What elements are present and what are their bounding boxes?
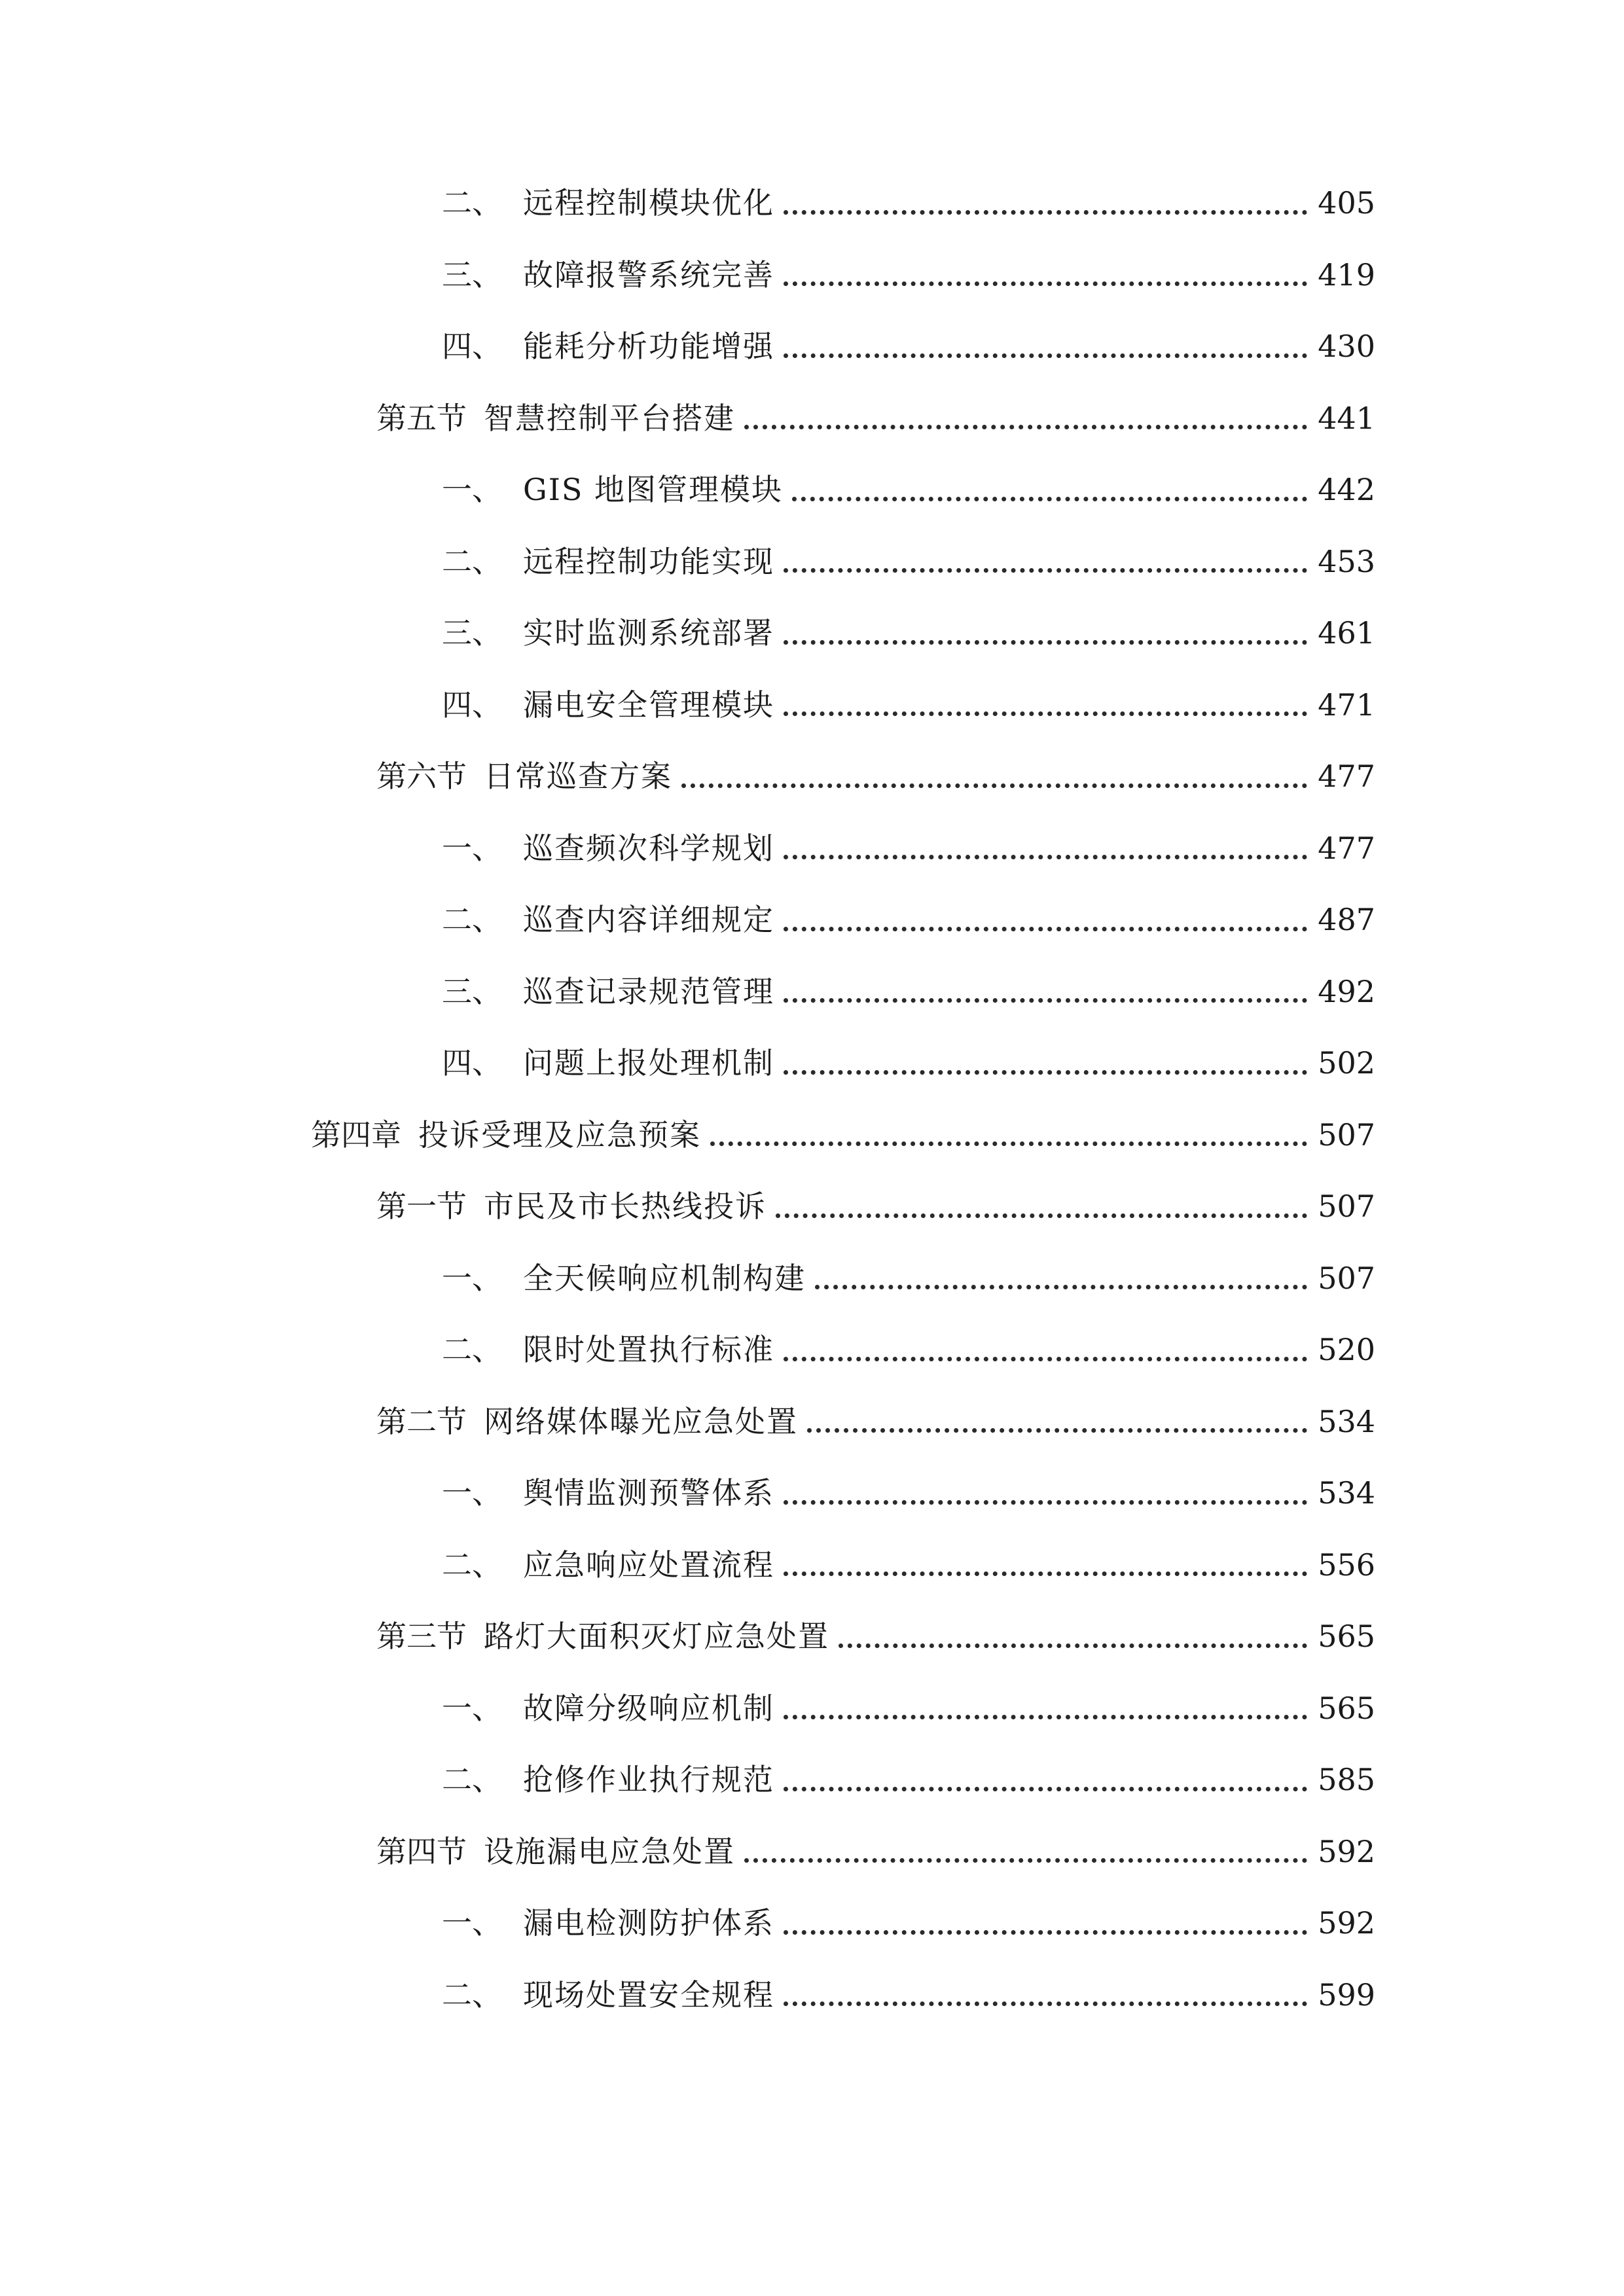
toc-entry-title: 投诉受理及应急预案 (418, 1117, 701, 1153)
toc-entry-line (311, 1112, 1375, 1158)
toc-entry-title: 远程控制模块优化 (523, 185, 774, 221)
toc-subsection-entry[interactable] (0, 610, 1624, 682)
toc-entry-number: 一、 (442, 1690, 502, 1726)
toc-entry-title: 问题上报处理机制 (523, 1045, 774, 1081)
toc-section-entry[interactable] (0, 395, 1624, 467)
toc-entry-number: 第六节 (376, 759, 467, 794)
toc-entry-number: 三、 (442, 257, 502, 293)
toc-entry-line (442, 323, 1375, 369)
toc-entry-line (442, 1757, 1375, 1803)
toc-entry-page-number: 461 (1318, 615, 1375, 651)
toc-entry-title: 故障分级响应机制 (523, 1690, 774, 1726)
toc-entry-number: 四、 (442, 329, 502, 364)
toc-entry-number: 三、 (442, 615, 502, 651)
dot-leader (784, 568, 1307, 573)
dot-leader (710, 1141, 1307, 1146)
toc-entry-title: 漏电检测防护体系 (523, 1905, 774, 1941)
toc-entry-title: 应急响应处置流程 (523, 1547, 774, 1583)
toc-entry-page-number: 492 (1318, 973, 1375, 1009)
toc-subsection-entry[interactable] (0, 180, 1624, 252)
toc-entry-page-number: 507 (1318, 1260, 1375, 1296)
dot-leader (784, 1571, 1307, 1576)
toc-entry-line (442, 1685, 1375, 1731)
toc-subsection-entry[interactable] (0, 969, 1624, 1041)
toc-entry-line (442, 1327, 1375, 1372)
toc-entry-title: 市民及市长热线投诉 (484, 1189, 767, 1224)
toc-entry-number: 第三节 (376, 1619, 467, 1654)
toc-entry-line (442, 682, 1375, 728)
toc-entry-number: 第一节 (376, 1189, 467, 1224)
toc-entry-title: 日常巡查方案 (484, 759, 672, 794)
toc-entry-title: 网络媒体曝光应急处置 (484, 1403, 798, 1439)
toc-subsection-entry[interactable] (0, 897, 1624, 969)
toc-entry-page-number: 477 (1318, 759, 1375, 794)
toc-entry-title: 故障报警系统完善 (523, 257, 774, 293)
toc-entry-page-number: 477 (1318, 830, 1375, 866)
toc-entry-number: 一、 (442, 1475, 502, 1511)
toc-entry-page-number: 592 (1318, 1833, 1375, 1869)
dot-leader (784, 1500, 1307, 1505)
toc-entry-number: 二、 (442, 1547, 502, 1583)
dot-leader (744, 1858, 1307, 1863)
toc-entry-number: 第四节 (376, 1833, 467, 1869)
toc-entry-number: 一、 (442, 1905, 502, 1941)
toc-entry-page-number: 419 (1318, 257, 1375, 293)
toc-entry-number: 二、 (442, 1332, 502, 1367)
toc-subsection-entry[interactable] (0, 252, 1624, 324)
toc-entry-line (376, 1183, 1375, 1229)
dot-leader (784, 1715, 1307, 1719)
toc-entry-title: 舆情监测预警体系 (523, 1475, 774, 1511)
toc-entry-page-number: 502 (1318, 1045, 1375, 1081)
toc-entry-page-number: 430 (1318, 329, 1375, 364)
toc-entry-page-number: 556 (1318, 1547, 1375, 1583)
toc-entry-number: 一、 (442, 830, 502, 866)
toc-entry-number: 四、 (442, 687, 502, 723)
toc-entry-title: 全天候响应机制构建 (523, 1260, 806, 1296)
dot-leader (784, 1930, 1307, 1935)
dot-leader (807, 1428, 1307, 1433)
toc-entry-number: 第二节 (376, 1403, 467, 1439)
toc-entry-page-number: 441 (1318, 400, 1375, 436)
toc-entry-page-number: 599 (1318, 1977, 1375, 2013)
toc-entry-line (442, 539, 1375, 584)
dot-leader (815, 1285, 1307, 1289)
toc-entry-line (442, 969, 1375, 1014)
toc-entry-line (442, 1900, 1375, 1946)
toc-entry-title: 抢修作业执行规范 (523, 1762, 774, 1797)
toc-subsection-entry[interactable] (0, 825, 1624, 897)
toc-entry-title: 实时监测系统部署 (523, 615, 774, 651)
dot-leader (784, 1070, 1307, 1075)
toc-entry-line (442, 1040, 1375, 1086)
toc-entry-line (442, 467, 1375, 512)
toc-entry-page-number: 565 (1318, 1690, 1375, 1726)
toc-entry-title: 远程控制功能实现 (523, 543, 774, 579)
dot-leader (784, 640, 1307, 645)
toc-entry-page-number: 405 (1318, 185, 1375, 221)
toc-entry-title: 智慧控制平台搭建 (484, 400, 735, 436)
toc-entry-number: 第五节 (376, 400, 467, 436)
toc-subsection-entry[interactable] (0, 1327, 1624, 1399)
toc-entry-line (442, 610, 1375, 656)
dot-leader (784, 2001, 1307, 2006)
toc-entry-title: 现场处置安全规程 (523, 1977, 774, 2013)
toc-entry-title: 设施漏电应急处置 (484, 1833, 735, 1869)
toc-entry-line (376, 1613, 1375, 1659)
toc-entry-line (376, 395, 1375, 441)
toc-entry-number: 二、 (442, 1977, 502, 2013)
table-of-contents (0, 180, 1624, 2043)
toc-entry-page-number: 453 (1318, 543, 1375, 579)
toc-section-entry[interactable] (0, 1399, 1624, 1471)
toc-entry-title: 能耗分析功能增强 (523, 329, 774, 364)
toc-entry-title: 巡查频次科学规划 (523, 830, 774, 866)
toc-subsection-entry[interactable] (0, 539, 1624, 611)
dot-leader (784, 998, 1307, 1003)
toc-entry-line (442, 1972, 1375, 2018)
toc-subsection-entry[interactable] (0, 467, 1624, 539)
toc-entry-number: 三、 (442, 973, 502, 1009)
toc-entry-page-number: 442 (1318, 472, 1375, 507)
toc-entry-page-number: 507 (1318, 1189, 1375, 1224)
toc-entry-line (376, 1399, 1375, 1444)
toc-section-entry[interactable] (0, 1183, 1624, 1255)
toc-entry-line (442, 1470, 1375, 1516)
toc-entry-page-number: 592 (1318, 1905, 1375, 1941)
toc-entry-page-number: 534 (1318, 1403, 1375, 1439)
toc-entry-line (442, 1255, 1375, 1301)
dot-leader (784, 855, 1307, 859)
dot-leader (776, 1213, 1307, 1218)
toc-subsection-entry[interactable] (0, 1972, 1624, 2044)
dot-leader (784, 711, 1307, 716)
toc-entry-number: 一、 (442, 1260, 502, 1296)
toc-entry-page-number: 565 (1318, 1619, 1375, 1654)
toc-subsection-entry[interactable] (0, 682, 1624, 754)
dot-leader (784, 281, 1307, 286)
dot-leader (784, 1787, 1307, 1791)
toc-entry-line (376, 753, 1375, 799)
toc-section-entry[interactable] (0, 753, 1624, 825)
dot-leader (784, 210, 1307, 215)
toc-entry-line (442, 897, 1375, 942)
toc-subsection-entry[interactable] (0, 1040, 1624, 1112)
dot-leader (792, 497, 1307, 501)
toc-entry-number: 二、 (442, 543, 502, 579)
toc-entry-page-number: 585 (1318, 1762, 1375, 1797)
toc-entry-page-number: 520 (1318, 1332, 1375, 1367)
toc-subsection-entry[interactable] (0, 1757, 1624, 1829)
toc-entry-number: 第四章 (311, 1117, 401, 1153)
toc-entry-page-number: 487 (1318, 902, 1375, 937)
toc-entry-title: 路灯大面积灭灯应急处置 (484, 1619, 829, 1654)
toc-entry-title: 漏电安全管理模块 (523, 687, 774, 723)
toc-entry-page-number: 471 (1318, 687, 1375, 723)
toc-entry-title: 巡查内容详细规定 (523, 902, 774, 937)
dot-leader (784, 353, 1307, 358)
toc-entry-title: GIS 地图管理模块 (523, 472, 784, 507)
dot-leader (839, 1643, 1307, 1648)
dot-leader (784, 1357, 1307, 1361)
toc-subsection-entry[interactable] (0, 1542, 1624, 1614)
toc-entry-page-number: 534 (1318, 1475, 1375, 1511)
toc-entry-number: 二、 (442, 185, 502, 221)
toc-section-entry[interactable] (0, 1829, 1624, 1901)
toc-entry-title: 限时处置执行标准 (523, 1332, 774, 1367)
toc-chapter-entry[interactable] (0, 1112, 1624, 1184)
toc-entry-line (442, 180, 1375, 226)
toc-section-entry[interactable] (0, 1613, 1624, 1685)
toc-entry-number: 二、 (442, 902, 502, 937)
toc-subsection-entry[interactable] (0, 1685, 1624, 1757)
toc-entry-title: 巡查记录规范管理 (523, 973, 774, 1009)
toc-subsection-entry[interactable] (0, 1255, 1624, 1327)
toc-subsection-entry[interactable] (0, 1900, 1624, 1972)
toc-subsection-entry[interactable] (0, 1470, 1624, 1542)
toc-subsection-entry[interactable] (0, 323, 1624, 395)
dot-leader (744, 425, 1307, 429)
toc-entry-number: 四、 (442, 1045, 502, 1081)
toc-entry-line (442, 825, 1375, 871)
toc-entry-number: 二、 (442, 1762, 502, 1797)
toc-entry-number: 一、 (442, 472, 502, 507)
toc-entry-line (442, 1542, 1375, 1588)
toc-entry-line (442, 252, 1375, 298)
toc-entry-page-number: 507 (1318, 1117, 1375, 1153)
dot-leader (784, 927, 1307, 931)
toc-entry-line (376, 1829, 1375, 1874)
dot-leader (681, 783, 1307, 788)
